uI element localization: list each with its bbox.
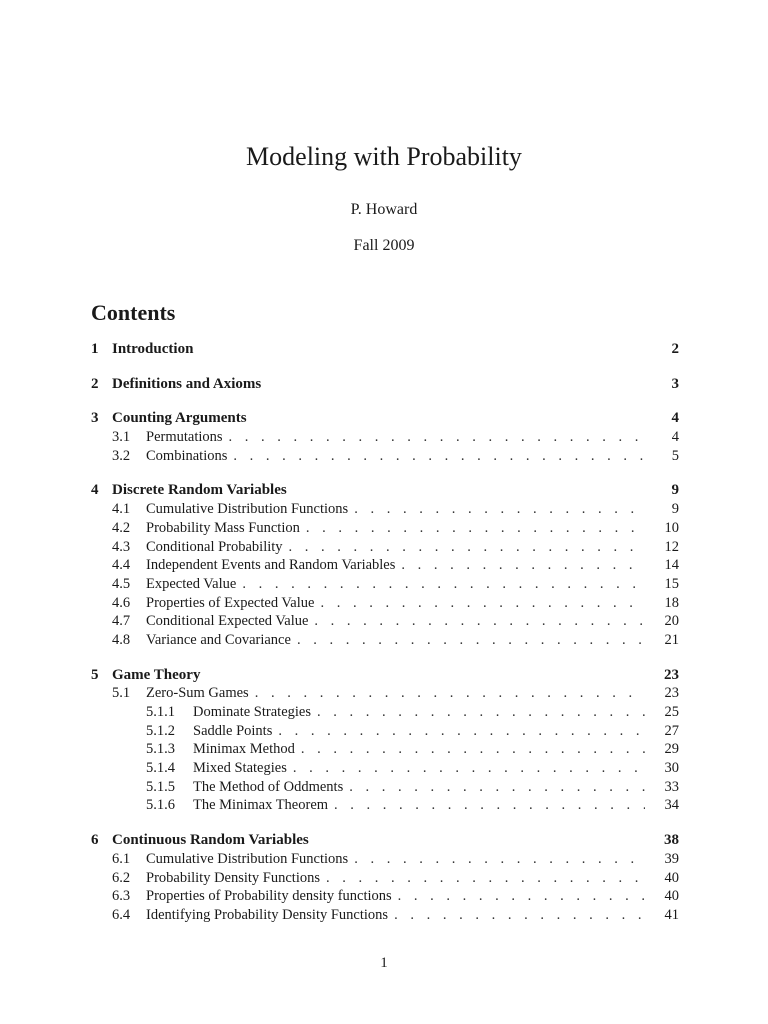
toc-entry-page: 30 xyxy=(664,760,679,777)
toc-subsubsection-entry[interactable] xyxy=(91,796,679,815)
toc-entry-number: 5.1 xyxy=(112,685,131,702)
toc-subsubsection-entry[interactable] xyxy=(91,759,679,778)
toc-subsection-entry[interactable] xyxy=(91,428,679,447)
toc-subsection-entry[interactable] xyxy=(91,906,679,925)
toc-entry-page: 34 xyxy=(664,797,679,814)
toc-entry-page: 2 xyxy=(671,341,679,357)
toc-entry-page: 20 xyxy=(664,613,679,630)
toc-leader-dots xyxy=(317,703,645,722)
toc-leader-dots xyxy=(394,906,645,925)
toc-entry-page: 40 xyxy=(664,888,679,905)
toc-entry-number: 5.1.3 xyxy=(146,741,175,758)
toc-entry-number: 4.2 xyxy=(112,519,131,536)
toc-leader-dots xyxy=(278,722,645,741)
toc-entry-number: 4.5 xyxy=(112,575,131,592)
toc-section-entry[interactable] xyxy=(91,666,679,685)
toc-entry-label: Zero-Sum Games xyxy=(146,685,249,702)
toc-entry-number: 3 xyxy=(91,410,99,427)
toc-subsection-entry[interactable] xyxy=(91,594,679,613)
toc-entry-number: 6 xyxy=(91,832,99,849)
toc-section-entry[interactable] xyxy=(91,340,679,359)
toc-entry-number: 6.1 xyxy=(112,850,131,867)
toc-entry-page: 10 xyxy=(664,519,679,536)
toc-entry-page: 40 xyxy=(664,869,679,886)
toc-entry-label: The Minimax Theorem xyxy=(193,797,329,814)
toc-section-block xyxy=(91,481,679,649)
toc-section-entry[interactable] xyxy=(91,481,679,500)
toc-entry-page: 39 xyxy=(664,850,679,867)
toc-leader-dots xyxy=(233,447,645,466)
toc-entry-label: Properties of Expected Value xyxy=(146,594,315,611)
toc-subsection-entry[interactable] xyxy=(91,887,679,906)
toc-entry-page: 9 xyxy=(671,501,679,518)
toc-entry-label: Identifying Probability Density Functions xyxy=(146,906,389,923)
toc-entry-label: Saddle Points xyxy=(193,722,273,739)
toc-entry-page: 18 xyxy=(664,594,679,611)
toc-entry-label: Probability Mass Function xyxy=(146,519,300,536)
toc-leader-dots xyxy=(289,538,645,557)
toc-subsection-entry[interactable] xyxy=(91,684,679,703)
toc-entry-page: 25 xyxy=(664,704,679,720)
toc-subsection-entry[interactable] xyxy=(91,869,679,888)
toc-subsubsection-entry[interactable] xyxy=(91,740,679,759)
toc-leader-dots xyxy=(306,519,645,538)
toc-entry-number: 6.3 xyxy=(112,888,131,905)
toc-leader-dots xyxy=(293,759,645,778)
toc-entry-label: Definitions and Axioms xyxy=(112,375,262,392)
toc-entry-page: 4 xyxy=(671,429,679,446)
toc-entry-label: Discrete Random Variables xyxy=(112,482,287,499)
toc-entry-label: Expected Value xyxy=(146,575,237,592)
toc-entry-number: 5.1.4 xyxy=(146,760,175,777)
toc-leader-dots xyxy=(349,778,645,797)
toc-subsection-entry[interactable] xyxy=(91,556,679,575)
document-date: Fall 2009 xyxy=(353,237,415,254)
toc-entry-page: 23 xyxy=(664,666,679,683)
toc-subsection-entry[interactable] xyxy=(91,447,679,466)
toc-entry-number: 4.7 xyxy=(112,613,131,630)
contents-heading: Contents xyxy=(91,300,176,325)
document-author: P. Howard xyxy=(350,201,418,218)
toc-entry-page: 12 xyxy=(664,538,679,555)
toc-entry-page: 27 xyxy=(664,722,679,739)
toc-section-block xyxy=(91,409,679,465)
toc-section-block xyxy=(91,375,679,394)
toc-entry-label: Dominate Strategies xyxy=(193,704,311,720)
toc-leader-dots xyxy=(314,612,645,631)
toc-section-entry[interactable] xyxy=(91,831,679,850)
toc-subsection-entry[interactable] xyxy=(91,538,679,557)
toc-entry-number: 4.1 xyxy=(112,501,131,518)
toc-leader-dots xyxy=(229,428,645,447)
toc-entry-label: Independent Events and Random Variables xyxy=(146,557,396,574)
toc-leader-dots xyxy=(255,684,645,703)
toc-entry-page: 3 xyxy=(671,375,679,392)
toc-section-block xyxy=(91,340,679,359)
toc-leader-dots xyxy=(398,887,645,906)
toc-entry-label: The Method of Oddments xyxy=(193,778,344,795)
toc-entry-label: Continuous Random Variables xyxy=(112,832,309,849)
toc-entry-number: 3.2 xyxy=(112,447,131,464)
toc-section-entry[interactable] xyxy=(91,375,679,394)
toc-entry-number: 6.4 xyxy=(112,906,131,923)
toc-entry-number: 4.8 xyxy=(112,631,131,648)
toc-entry-page: 33 xyxy=(664,778,679,795)
toc-entry-number: 5.1.5 xyxy=(146,778,175,795)
document-title: Modeling with Probability xyxy=(246,142,522,171)
toc-entry-label: Conditional Expected Value xyxy=(146,613,309,630)
toc-leader-dots xyxy=(301,740,645,759)
toc-entry-label: Probability Density Functions xyxy=(146,869,320,886)
toc-leader-dots xyxy=(297,631,645,650)
toc-entry-label: Properties of Probability density functions xyxy=(146,888,392,905)
toc-entry-label: Mixed Stategies xyxy=(193,760,287,777)
toc-entry-number: 4 xyxy=(91,482,99,499)
toc-entry-page: 4 xyxy=(671,410,679,427)
toc-entry-number: 4.6 xyxy=(112,594,131,611)
toc-leader-dots xyxy=(354,850,645,869)
toc-leader-dots xyxy=(354,500,645,519)
toc-entry-label: Cumulative Distribution Functions xyxy=(146,850,349,867)
toc-entry-number: 2 xyxy=(91,375,99,392)
toc-entry-page: 14 xyxy=(664,557,679,574)
page-number: 1 xyxy=(380,955,388,971)
toc-entry-number: 1 xyxy=(91,341,99,357)
toc-subsection-entry[interactable] xyxy=(91,575,679,594)
toc-entry-page: 15 xyxy=(664,575,679,592)
toc-leader-dots xyxy=(326,869,645,888)
toc-entry-number: 5.1.2 xyxy=(146,722,175,739)
toc-entry-page: 38 xyxy=(664,832,679,849)
toc-subsection-entry[interactable] xyxy=(91,519,679,538)
toc-entry-label: Conditional Probability xyxy=(146,538,283,555)
toc-leader-dots xyxy=(334,796,645,815)
toc-subsection-entry[interactable] xyxy=(91,631,679,650)
toc-entry-number: 5.1.6 xyxy=(146,797,175,814)
toc-entry-number: 4.3 xyxy=(112,538,131,555)
toc-entry-number: 3.1 xyxy=(112,429,131,446)
toc-section-entry[interactable] xyxy=(91,409,679,428)
toc-leader-dots xyxy=(401,556,645,575)
toc-entry-page: 29 xyxy=(664,741,679,758)
toc-subsection-entry[interactable] xyxy=(91,500,679,519)
toc-section-block xyxy=(91,666,679,816)
toc-entry-page: 9 xyxy=(671,482,679,499)
toc-entry-number: 6.2 xyxy=(112,869,131,886)
toc-entry-label: Cumulative Distribution Functions xyxy=(146,501,349,518)
toc-entry-label: Game Theory xyxy=(112,666,201,683)
toc-entry-label: Permutations xyxy=(146,429,223,446)
toc-leader-dots xyxy=(242,575,645,594)
toc-entry-page: 41 xyxy=(664,906,679,923)
toc-subsubsection-entry[interactable] xyxy=(91,703,679,722)
toc-subsubsection-entry[interactable] xyxy=(91,722,679,741)
toc-entry-label: Variance and Covariance xyxy=(146,631,291,648)
toc-entry-label: Introduction xyxy=(112,341,194,357)
toc-entry-page: 5 xyxy=(671,447,679,464)
toc-subsection-entry[interactable] xyxy=(91,612,679,631)
toc-entry-page: 23 xyxy=(664,685,679,702)
toc-entry-number: 5.1.1 xyxy=(146,704,175,720)
toc-entry-number: 5 xyxy=(91,666,99,683)
toc-leader-dots xyxy=(320,594,645,613)
toc-subsection-entry[interactable] xyxy=(91,850,679,869)
toc-entry-page: 21 xyxy=(664,631,679,648)
toc-entry-label: Combinations xyxy=(146,447,228,464)
toc-section-block xyxy=(91,831,679,924)
table-of-contents xyxy=(91,340,679,941)
toc-entry-label: Counting Arguments xyxy=(112,410,247,427)
toc-subsubsection-entry[interactable] xyxy=(91,778,679,797)
toc-entry-number: 4.4 xyxy=(112,557,131,574)
toc-entry-label: Minimax Method xyxy=(193,741,295,758)
